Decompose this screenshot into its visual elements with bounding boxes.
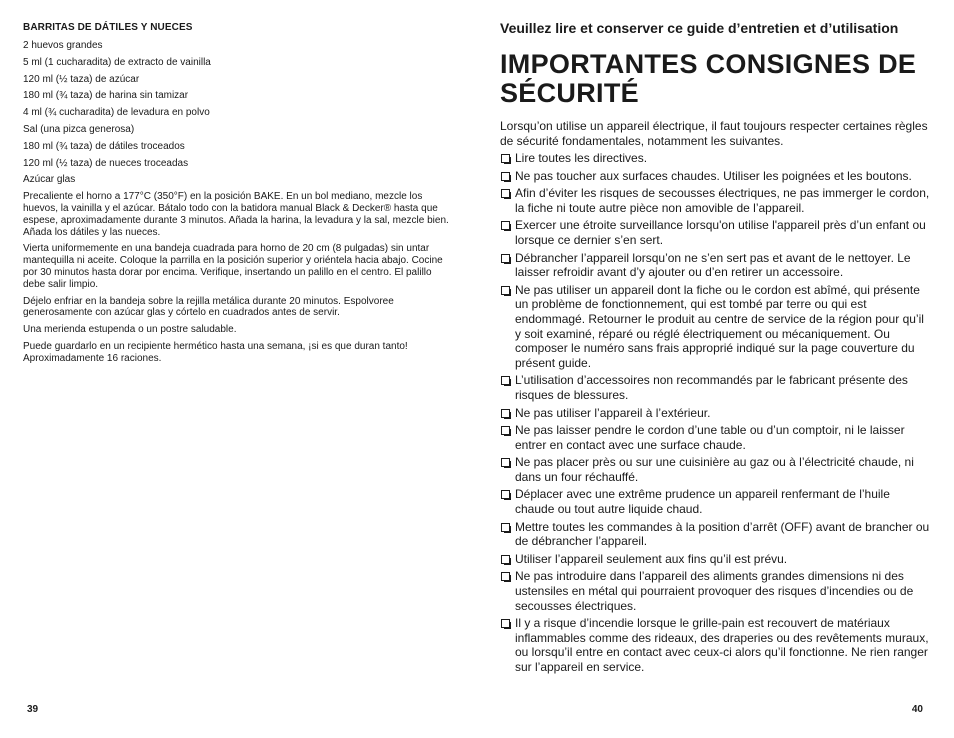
intro-paragraph: Lorsqu’on utilise un appareil électrique, il faut toujours respecter certaines règles de sécurité fondamentales, notamment les suivantes. bbox=[500, 119, 928, 148]
checkbox-bullet-icon bbox=[501, 572, 510, 581]
checkbox-bullet-icon bbox=[501, 619, 510, 628]
checkbox-bullet-icon bbox=[501, 409, 510, 418]
checkbox-bullet-icon bbox=[501, 172, 510, 181]
instruction-paragraph: Precaliente el horno a 177°C (350°F) en la posición BAKE. En un bol mediano, mezcle los huevos, la vainilla y el azúcar. Bátalo todo con la batidora manual Black & Decker® hasta que espese, aproximadamente durante 3 minutos. Añada la harina, la levadura y la sal, mezcle bien. Añada los dátiles y las nueces. bbox=[23, 191, 449, 238]
checkbox-bullet-icon bbox=[501, 555, 510, 564]
safety-item-text: Il y a risque d’incendie lorsque le grille-pain est recouvert de matériaux inflammables comme des rideaux, des draperies ou des revêtements muraux, ou lorsqu’il entre en contact avec ceux-ci alors qu’il fonctionne. Ne rien ranger sur l’appareil en service. bbox=[515, 616, 929, 674]
safety-item bbox=[500, 283, 932, 371]
page-number-left: 39 bbox=[27, 704, 39, 715]
safety-item-text: Ne pas toucher aux surfaces chaudes. Utiliser les poignées et les boutons. bbox=[515, 168, 912, 183]
safety-item-text: Ne pas placer près ou sur une cuisinière au gaz ou à l’électricité chaude, ni dans un four réchauffé. bbox=[515, 455, 914, 484]
checkbox-bullet-icon bbox=[501, 254, 510, 263]
ingredient-item: 180 ml (¾ taza) de dátiles troceados bbox=[23, 140, 185, 152]
safety-item-text: L’utilisation d’accessoires non recommandés par le fabricant présente des risques de blessures. bbox=[515, 373, 908, 402]
safety-title: IMPORTANTES CONSIGNES DE SÉCURITÉ bbox=[500, 49, 917, 108]
ingredient-list bbox=[23, 40, 453, 186]
instruction-paragraph: Déjelo enfriar en la bandeja sobre la rejilla metálica durante 20 minutos. Espolvoree generosamente con azúcar glas y córtelo en cuadrados antes de servir. bbox=[23, 295, 394, 319]
safety-item bbox=[500, 373, 932, 402]
safety-item-text: Lire toutes les directives. bbox=[515, 151, 648, 165]
safety-item-text: Débrancher l’appareil lorsqu’on ne s’en sert pas et avant de le nettoyer. Le laisser refroidir avant d’y ajouter ou d’en retirer un accessoire. bbox=[515, 250, 911, 280]
checkbox-bullet-icon bbox=[501, 376, 510, 385]
ingredient-item: 120 ml (½ taza) de nueces troceadas bbox=[23, 157, 189, 169]
checkbox-bullet-icon bbox=[501, 286, 510, 295]
safety-item bbox=[500, 151, 932, 166]
checkbox-bullet-icon bbox=[501, 523, 510, 532]
right-page bbox=[477, 0, 954, 738]
safety-item bbox=[500, 455, 932, 484]
safety-item bbox=[500, 520, 932, 549]
safety-item bbox=[500, 169, 932, 184]
checkbox-bullet-icon bbox=[501, 458, 510, 467]
ingredient-item: Sal (una pizca generosa) bbox=[23, 123, 135, 135]
checkbox-bullet-icon bbox=[501, 490, 510, 499]
instruction-paragraph: Vierta uniformemente en una bandeja cuadrada para horno de 20 cm (8 pulgadas) sin untar mantequilla ni aceite. Coloque la parrilla en la posición superior y oriéntela hacia abajo. Cocine por 30 minutos hasta dorar por encima. Verifique, insertando un palillo en el centro. El palillo debe salir limpio. bbox=[23, 243, 443, 290]
checkbox-bullet-icon bbox=[501, 189, 510, 198]
ingredient-item: Azúcar glas bbox=[23, 174, 76, 186]
safety-item bbox=[500, 251, 932, 280]
ingredient-item: 180 ml (¾ taza) de harina sin tamizar bbox=[23, 90, 189, 102]
safety-item bbox=[500, 406, 932, 421]
ingredient-item: 120 ml (½ taza) de azúcar bbox=[23, 73, 140, 85]
safety-item-text: Déplacer avec une extrême prudence un appareil renfermant de l’huile chaude ou tout autre liquide chaud. bbox=[515, 487, 890, 517]
instruction-paragraph: Una merienda estupenda o un postre saludable. bbox=[23, 324, 237, 336]
ingredient-item: 2 huevos grandes bbox=[23, 40, 103, 51]
safety-item bbox=[500, 552, 932, 567]
safety-item-text: Ne pas introduire dans l’appareil des aliments grandes dimensions ni des ustensiles en métal qui pourraient provoquer des risques d’incendies ou de secousses électriques. bbox=[515, 569, 914, 613]
guide-header: Veuillez lire et conserver ce guide d’entretien et d’utilisation bbox=[500, 20, 899, 36]
safety-item-text: Ne pas utiliser l’appareil à l’extérieur. bbox=[515, 405, 711, 420]
safety-item bbox=[500, 218, 932, 247]
recipe-title: BARRITAS DE DÁTILES Y NUECES bbox=[23, 22, 193, 33]
safety-item bbox=[500, 569, 932, 613]
ingredient-item: 4 ml (¾ cucharadita) de levadura en polvo bbox=[23, 107, 210, 119]
instruction-paragraph: Puede guardarlo en un recipiente hermético hasta una semana, ¡si es que duran tanto! Aproximadamente 16 raciones. bbox=[23, 340, 408, 364]
checkbox-bullet-icon bbox=[501, 221, 510, 230]
safety-item-text: Mettre toutes les commandes à la position d’arrêt (OFF) avant de brancher ou de débrancher l’appareil. bbox=[515, 519, 930, 549]
safety-item-text: Ne pas utiliser un appareil dont la fiche ou le cordon est abîmé, qui présente un problème de fonctionnement, qui est tombé par terre ou qui est endommagé. Retourner le produit au centre de service de la région pour qu’il y soit examiné, réparé ou réglé électriquement ou mécaniquement. Ou composer le numéro sans frais approprié indiqué sur la page couverture du présent guide. bbox=[515, 282, 924, 370]
safety-item-text: Ne pas laisser pendre le cordon d’une table ou d’un comptoir, ni le laisser entrer en contact avec une surface chaude. bbox=[515, 423, 905, 452]
safety-item bbox=[500, 423, 932, 452]
safety-item-text: Afin d’éviter les risques de secousses électriques, ne pas immerger le cordon, la fiche ni toute autre pièce non amovible de l’appareil. bbox=[515, 186, 930, 215]
safety-item bbox=[500, 487, 932, 516]
checkbox-bullet-icon bbox=[501, 154, 510, 163]
safety-item bbox=[500, 616, 932, 674]
ingredient-item: 5 ml (1 cucharadita) de extracto de vainilla bbox=[23, 56, 211, 68]
safety-item bbox=[500, 186, 932, 215]
safety-item-text: Exercer une étroite surveillance lorsqu'on utilise l'appareil près d’un enfant ou lorsque ce dernier s’en sert. bbox=[515, 218, 926, 247]
safety-item-text: Utiliser l’appareil seulement aux fins qu’il est prévu. bbox=[515, 551, 788, 566]
checkbox-bullet-icon bbox=[501, 426, 510, 435]
safety-list bbox=[500, 151, 932, 675]
page-number-right: 40 bbox=[911, 704, 923, 715]
